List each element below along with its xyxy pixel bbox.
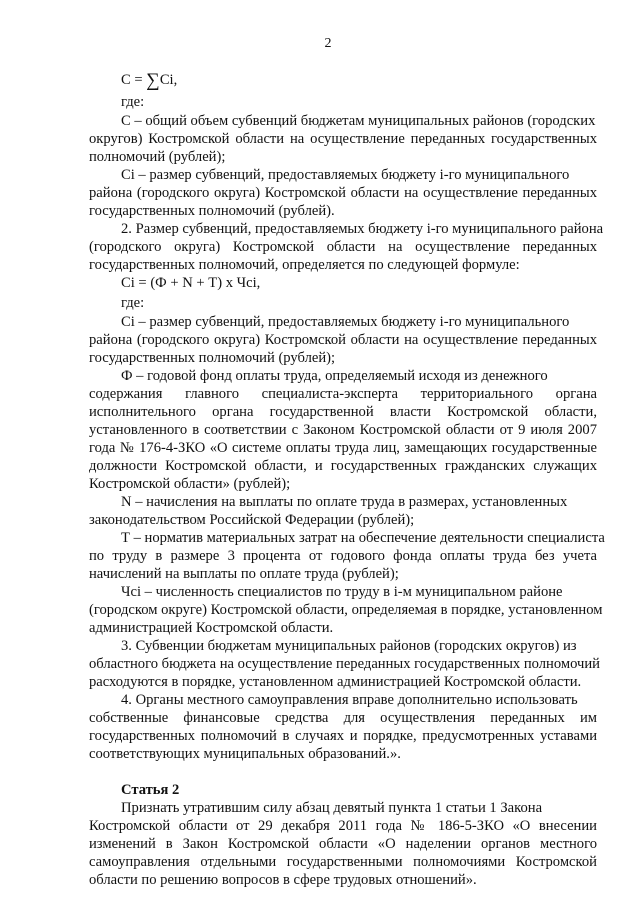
text-line: изменений в Закон Костромской области «О наделении органов местного xyxy=(89,836,597,852)
text-line: государственных полномочий (рублей); xyxy=(89,350,336,366)
text-line: Сi – размер субвенций, предоставляемых бюджету i-го муниципального xyxy=(121,314,570,330)
text-line: областного бюджета на осуществление переданных государственных полномочий xyxy=(89,656,600,672)
text-line: (городском округе) Костромской области, определяемая в порядке, установленном xyxy=(89,602,603,618)
text-line: полномочий (рублей); xyxy=(89,149,226,165)
text-line-where: где: xyxy=(121,94,145,110)
formula-ci: Сi = (Ф + N + Т) х Чсi, xyxy=(121,275,261,291)
sum-formula-rhs: Сi, xyxy=(159,72,178,88)
text-line: Костромской области от 29 декабря 2011 года № 186-5-ЗКО «О внесении xyxy=(89,818,597,834)
text-line: государственных полномочий, определяется по следующей формуле: xyxy=(89,257,520,273)
text-line: N – начисления на выплаты по оплате труда в размерах, установленных xyxy=(121,494,568,510)
text-line: Ф – годовой фонд оплаты труда, определяемый исходя из денежного xyxy=(121,368,548,384)
text-line: администрацией Костромской области. xyxy=(89,620,334,636)
text-line: соответствующих муниципальных образований.». xyxy=(89,746,401,762)
text-line: С – общий объем субвенций бюджетам муниципальных районов (городских xyxy=(121,113,596,129)
text-line: исполнительного органа государственной власти Костромской области, xyxy=(89,404,597,420)
text-line: 3. Субвенции бюджетам муниципальных районов (городских округов) из xyxy=(121,638,577,654)
text-line: округов) Костромской области на осуществление переданных государственных xyxy=(89,131,597,147)
text-line: 4. Органы местного самоуправления вправе дополнительно использовать xyxy=(121,692,578,708)
sum-formula-lhs: С = xyxy=(121,72,147,88)
text-line: Чсi – численность специалистов по труду в i-м муниципальном районе xyxy=(121,584,563,600)
text-line: государственных полномочий (рублей). xyxy=(89,203,335,219)
text-line: государственных полномочий в случаях и порядке, предусмотренных уставами xyxy=(89,728,597,744)
page-number: 2 xyxy=(324,36,332,51)
text-line: района (городского округа) Костромской области на осуществление переданных xyxy=(89,332,597,348)
text-line-where: где: xyxy=(121,295,145,311)
text-line: собственные финансовые средства для осуществления переданных им xyxy=(89,710,597,726)
text-line: начислений на выплаты по оплате труда (рублей); xyxy=(89,566,399,582)
article-heading: Статья 2 xyxy=(121,782,180,798)
text-line: самоуправления отдельными государственными полномочиями Костромской xyxy=(89,854,597,870)
text-line: года № 176-4-ЗКО «О системе оплаты труда лиц, замещающих государственные xyxy=(89,440,597,456)
text-line: Признать утратившим силу абзац девятый пункта 1 статьи 1 Закона xyxy=(121,800,543,816)
text-line: по труду в размере 3 процента от годового фонда оплаты труда без учета xyxy=(89,548,597,564)
sigma-symbol: ∑ xyxy=(146,70,160,91)
text-line: законодательством Российской Федерации (рублей); xyxy=(89,512,415,528)
text-line: содержания главного специалиста-эксперта территориального органа xyxy=(89,386,597,402)
sum-formula xyxy=(121,70,177,89)
text-line: Сi – размер субвенций, предоставляемых бюджету i-го муниципального xyxy=(121,167,570,183)
text-line: должности Костромской области, и государственных гражданских служащих xyxy=(89,458,597,474)
text-line: района (городского округа) Костромской области на осуществление переданных xyxy=(89,185,597,201)
text-line: Костромской области» (рублей); xyxy=(89,476,291,492)
text-line: (городского округа) Костромской области на осуществление переданных xyxy=(89,239,597,255)
text-line: Т – норматив материальных затрат на обеспечение деятельности специалиста xyxy=(121,530,605,546)
text-line: области по решению вопросов в сфере трудовых отношений». xyxy=(89,872,477,888)
text-line: установленного в соответствии с Законом Костромской области от 9 июля 2007 xyxy=(89,422,597,438)
text-line: расходуются в порядке, установленном администрацией Костромской области. xyxy=(89,674,582,690)
text-line: 2. Размер субвенций, предоставляемых бюджету i-го муниципального района xyxy=(121,221,604,237)
